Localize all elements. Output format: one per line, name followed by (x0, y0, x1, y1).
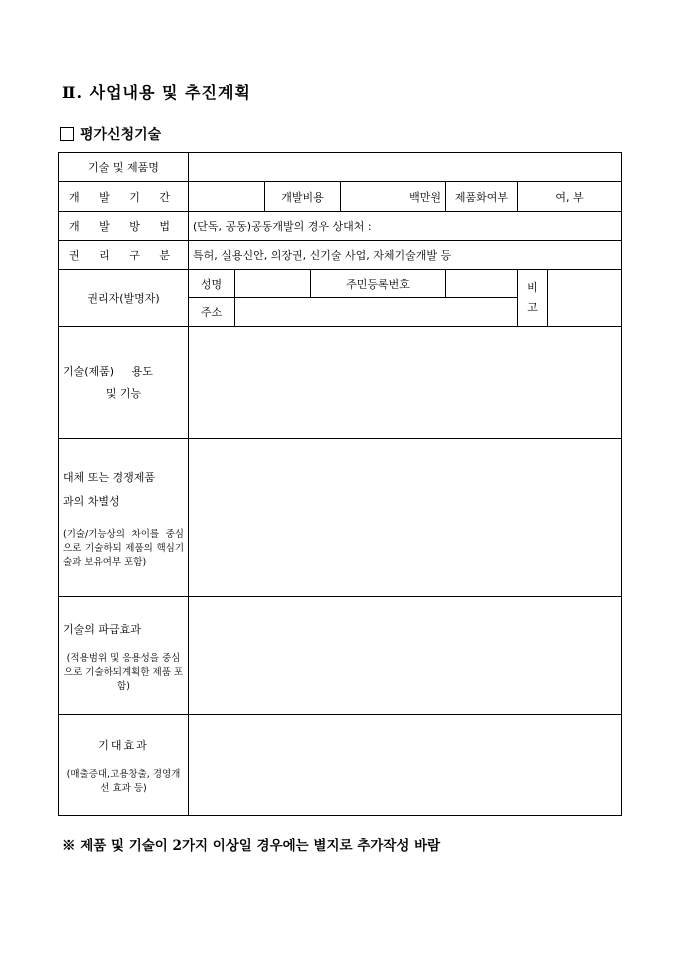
dev-method-value: (단독, 공동)공동개발의 경우 상대처 : (189, 212, 622, 241)
name-label: 성명 (189, 270, 235, 298)
subsection-title (60, 124, 161, 144)
table-row (59, 715, 622, 816)
rights-type-label: 권 리 구 분 (59, 241, 189, 270)
diff-label (59, 439, 189, 597)
ripple-label-line: 기술의 파급효과 (63, 622, 141, 636)
subsection-label: 평가신청기술 (80, 127, 162, 143)
address-field[interactable] (235, 298, 548, 327)
rights-type-value: 특허, 실용신안, 의장권, 신기술 사업, 자체기술개발 등 (189, 241, 622, 270)
right-holder-label: 권리자(발명자) (59, 270, 189, 327)
effect-description: (매출증대,고용창출, 경영개선 효과 등) (66, 769, 181, 794)
ripple-label (59, 597, 189, 715)
resident-no-field[interactable] (446, 270, 518, 298)
diff-description: (기술/기능상의 차이를 중심으로 기술하되 제품의 핵심기술과 보유여부 포함) (63, 528, 184, 568)
usage-label-line-2: 및 기능 (105, 386, 142, 400)
effect-field[interactable] (189, 715, 622, 816)
dev-cost-label: 개발비용 (265, 182, 341, 212)
remark-label-2: 고 (527, 301, 538, 314)
diff-label-line-1: 대체 또는 경쟁제품 (63, 470, 156, 484)
ripple-field[interactable] (189, 597, 622, 715)
table-row (59, 182, 622, 212)
commercialized-label: 제품화여부 (446, 182, 518, 212)
table-row (59, 212, 622, 241)
usage-field[interactable] (189, 327, 622, 439)
ripple-description: (적용범위 및 응용성을 중심으로 기술하되계획한 제품 포함) (63, 652, 184, 692)
table-row (59, 153, 622, 182)
name-field[interactable] (235, 270, 311, 298)
tech-name-label: 기술 및 제품명 (59, 153, 189, 182)
remark-label-1: 비 (527, 281, 538, 294)
table-row (59, 327, 622, 439)
footnote: ※ 제품 및 기술이 2가지 이상일 경우에는 별지로 추가작성 바람 (62, 838, 441, 854)
remark-field[interactable] (548, 270, 622, 327)
table-row (59, 597, 622, 715)
effect-label (59, 715, 189, 816)
diff-field[interactable] (189, 439, 622, 597)
commercialized-value: 여, 부 (518, 182, 622, 212)
dev-method-label: 개 발 방 법 (59, 212, 189, 241)
address-label: 주소 (189, 298, 235, 327)
table-row (59, 439, 622, 597)
usage-label (59, 327, 189, 439)
dev-cost-unit: 백만원 (341, 182, 446, 212)
diff-label-line-2: 과의 차별성 (63, 494, 120, 508)
table-row (59, 241, 622, 270)
tech-name-field[interactable] (189, 153, 622, 182)
checkbox-icon (60, 127, 74, 141)
effect-label-line: 기대효과 (98, 739, 149, 752)
resident-no-label: 주민등록번호 (311, 270, 446, 298)
usage-label-line-1: 기술(제품) 용도 (63, 364, 153, 378)
dev-period-field[interactable] (189, 182, 265, 212)
application-form-table (58, 152, 622, 816)
section-title: Ⅱ. 사업내용 및 추진계획 (62, 83, 251, 102)
dev-period-label: 개 발 기 간 (59, 182, 189, 212)
table-row (59, 270, 622, 298)
